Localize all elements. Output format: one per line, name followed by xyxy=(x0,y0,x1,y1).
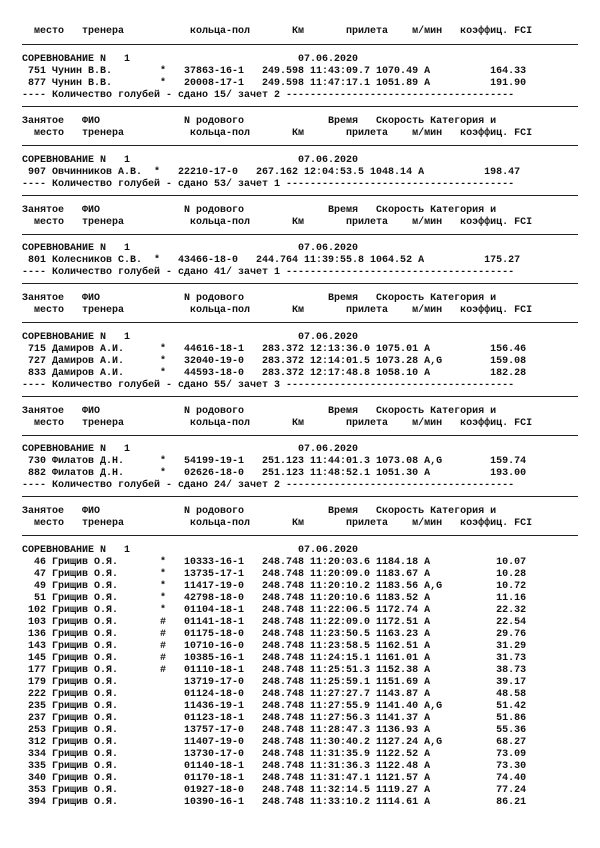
summary-line: ---- Количество голубей - сдано 53/ зачет 1 -------------------------------------- xyxy=(22,179,515,190)
divider xyxy=(22,535,578,536)
divider xyxy=(22,435,578,436)
table-header-row: место тренера кольца-пол Км прилета м/мин коэффиц. FCI xyxy=(22,128,533,139)
competition-heading: СОРЕВНОВАНИЕ N 1 07.06.2020 xyxy=(22,54,359,65)
result-row: 145 Грищив О.Я. # 10385-16-1 248.748 11:24:15.1 1161.01 A 31.73 xyxy=(22,653,527,664)
table-header-row: место тренера кольца-пол Км прилета м/мин коэффиц. FCI xyxy=(22,26,533,37)
divider xyxy=(22,195,578,196)
result-row: 49 Грищив О.Я. * 11417-19-0 248.748 11:20:10.2 1183.56 A,G 10.72 xyxy=(22,581,527,592)
result-row: 237 Грищив О.Я. 01123-18-1 248.748 11:27:56.3 1141.37 A 51.86 xyxy=(22,713,527,724)
result-row: 222 Грищив О.Я. 01124-18-0 248.748 11:27:27.7 1143.87 A 48.58 xyxy=(22,689,527,700)
result-row: 353 Грищив О.Я. 01927-18-0 248.748 11:32:14.5 1119.27 A 77.24 xyxy=(22,785,527,796)
summary-line: ---- Количество голубей - сдано 55/ зачет 3 -------------------------------------- xyxy=(22,380,515,391)
divider xyxy=(22,234,578,235)
result-row: 877 Чунин В.В. * 20008-17-1 249.598 11:47:17.1 1051.89 A 191.90 xyxy=(22,78,527,89)
competition-heading: СОРЕВНОВАНИЕ N 1 07.06.2020 xyxy=(22,545,359,556)
result-row: 394 Грищив О.Я. 10390-16-1 248.748 11:33:10.2 1114.61 A 86.21 xyxy=(22,797,527,808)
summary-line: ---- Количество голубей - сдано 41/ зачет 1 -------------------------------------- xyxy=(22,267,515,278)
divider xyxy=(22,496,578,497)
result-row: 730 Филатов Д.Н. * 54199-19-1 251.123 11:44:01.3 1073.08 A,G 159.74 xyxy=(22,456,527,467)
result-row: 335 Грищив О.Я. 01140-18-1 248.748 11:31:36.3 1122.48 A 73.30 xyxy=(22,761,527,772)
result-row: 727 Дамиров А.И. * 32040-19-0 283.372 12:14:01.5 1073.28 A,G 159.08 xyxy=(22,356,527,367)
table-header-row: Занятое ФИО N родового Время Скорость Категория и xyxy=(22,406,497,417)
divider xyxy=(22,44,578,45)
result-row: 179 Грищив О.Я. 13719-17-0 248.748 11:25:59.1 1151.69 A 39.17 xyxy=(22,677,527,688)
competition-heading: СОРЕВНОВАНИЕ N 1 07.06.2020 xyxy=(22,243,359,254)
summary-line: ---- Количество голубей - сдано 24/ зачет 2 -------------------------------------- xyxy=(22,480,515,491)
result-row: 47 Грищив О.Я. * 13735-17-1 248.748 11:20:09.0 1183.67 A 10.28 xyxy=(22,569,527,580)
result-row: 833 Дамиров А.И. * 44593-18-0 283.372 12:17:48.8 1058.10 A 182.28 xyxy=(22,368,527,379)
result-row: 51 Грищив О.Я. * 42798-18-0 248.748 11:20:10.6 1183.52 A 11.16 xyxy=(22,593,527,604)
divider xyxy=(22,145,578,146)
table-header-row: Занятое ФИО N родового Время Скорость Категория и xyxy=(22,116,497,127)
divider xyxy=(22,106,578,107)
result-row: 253 Грищив О.Я. 13757-17-0 248.748 11:28:47.3 1136.93 A 55.36 xyxy=(22,725,527,736)
result-row: 334 Грищив О.Я. 13730-17-0 248.748 11:31:35.9 1122.52 A 73.09 xyxy=(22,749,527,760)
table-header-row: Занятое ФИО N родового Время Скорость Категория и xyxy=(22,293,497,304)
result-row: 751 Чунин В.В. * 37863-16-1 249.598 11:43:09.7 1070.49 A 164.33 xyxy=(22,66,527,77)
summary-line: ---- Количество голубей - сдано 15/ зачет 2 -------------------------------------- xyxy=(22,90,515,101)
result-row: 136 Грищив О.Я. # 01175-18-0 248.748 11:23:50.5 1163.23 A 29.76 xyxy=(22,629,527,640)
result-row: 103 Грищив О.Я. # 01141-18-1 248.748 11:22:09.0 1172.51 A 22.54 xyxy=(22,617,527,628)
table-header-row: место тренера кольца-пол Км прилета м/мин коэффиц. FCI xyxy=(22,418,533,429)
divider xyxy=(22,322,578,323)
result-row: 882 Филатов Д.Н. * 02626-18-0 251.123 11:48:52.1 1051.30 A 193.00 xyxy=(22,468,527,479)
result-row: 801 Колесников С.В. * 43466-18-0 244.764 11:39:55.8 1064.52 A 175.27 xyxy=(22,255,521,266)
table-header-row: место тренера кольца-пол Км прилета м/мин коэффиц. FCI xyxy=(22,518,533,529)
result-row: 46 Грищив О.Я. * 10333-16-1 248.748 11:20:03.6 1184.18 A 10.07 xyxy=(22,557,527,568)
result-row: 143 Грищив О.Я. # 10710-16-0 248.748 11:23:58.5 1162.51 A 31.29 xyxy=(22,641,527,652)
divider xyxy=(22,396,578,397)
result-row: 177 Грищив О.Я. # 01110-18-1 248.748 11:25:51.3 1152.38 A 38.73 xyxy=(22,665,527,676)
divider xyxy=(22,283,578,284)
table-header-row: место тренера кольца-пол Км прилета м/мин коэффиц. FCI xyxy=(22,217,533,228)
result-row: 340 Грищив О.Я. 01170-18-1 248.748 11:31:47.1 1121.57 A 74.40 xyxy=(22,773,527,784)
result-row: 102 Грищив О.Я. * 01104-18-1 248.748 11:22:06.5 1172.74 A 22.32 xyxy=(22,605,527,616)
table-header-row: место тренера кольца-пол Км прилета м/мин коэффиц. FCI xyxy=(22,305,533,316)
competition-heading: СОРЕВНОВАНИЕ N 1 07.06.2020 xyxy=(22,155,359,166)
result-row: 907 Овчинников А.В. * 22210-17-0 267.162 12:04:53.5 1048.14 A 198.47 xyxy=(22,167,521,178)
table-header-row: Занятое ФИО N родового Время Скорость Категория и xyxy=(22,205,497,216)
result-row: 715 Дамиров А.И. * 44616-18-1 283.372 12:13:36.0 1075.01 A 156.46 xyxy=(22,344,527,355)
result-row: 235 Грищив О.Я. 11436-19-1 248.748 11:27:55.9 1141.40 A,G 51.42 xyxy=(22,701,527,712)
table-header-row: Занятое ФИО N родового Время Скорость Категория и xyxy=(22,506,497,517)
competition-heading: СОРЕВНОВАНИЕ N 1 07.06.2020 xyxy=(22,444,359,455)
result-row: 312 Грищив О.Я. 11407-19-0 248.748 11:30:40.2 1127.24 A,G 68.27 xyxy=(22,737,527,748)
competition-heading: СОРЕВНОВАНИЕ N 1 07.06.2020 xyxy=(22,332,359,343)
